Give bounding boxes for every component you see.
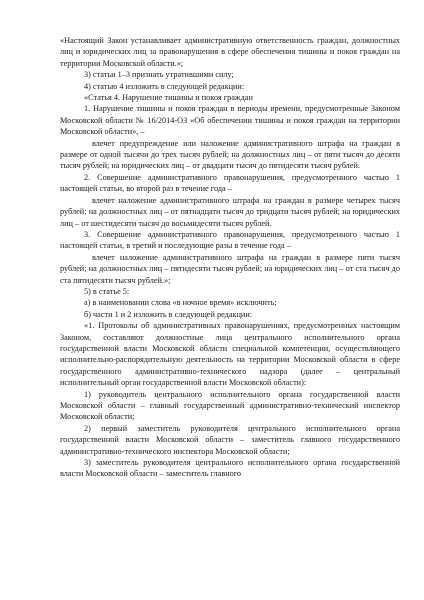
article-4-part-3-penalty: влечет наложение административного штрафа на граждан в размере пяти тысяч рублей; на должностных лиц – пятидесяти тысяч рублей; на юридических лиц – от ста тысяч до ста пятидесяти тысяч рублей.»; (60, 252, 400, 285)
article-4-part-2-penalty: влечет наложение административного штрафа на граждан в размере четырех тысяч рублей; на должностных лиц – от пятнадцати тысяч до тридцати тысяч рублей; на юридических лиц – от шестидесяти тысяч до восьмидесяти тысяч рублей. (60, 195, 400, 228)
article-4-part-3: 3. Совершение административного правонарушения, предусмотренного частью 1 настоящей статьи, в третий и последующие разы в течение года – (60, 229, 400, 251)
article-5-list-item-3: 3) заместитель руководителя центрального исполнительного органа государственной власти Московской области – заместитель главного (60, 458, 400, 479)
paragraph-law-purpose: «Настоящий Закон устанавливает административную ответственность граждан, должностных лиц и юридических лиц за правонарушения в сфере обеспечения тишины и покоя граждан на территории Московской области.»; (60, 36, 400, 68)
article-4-heading: «Статья 4. Нарушение тишины и покоя граждан (84, 93, 253, 103)
paragraph-item-3: 3) статьи 1–3 признать утратившими силу; (84, 70, 234, 80)
article-4-part-1-penalty: влечет предупреждение или наложение административного штрафа на граждан в размере от одной тысячи до трех тысяч рублей; на должностных лиц – от пяти тысяч до десяти тысяч рублей; на юридических лиц – от двадцати тысяч до пятидесяти тысяч рублей. (60, 138, 400, 171)
document-page (60, 0, 400, 600)
article-4-part-2: 2. Совершение административного правонарушения, предусмотренного частью 1 настоящей статьи, во второй раз в течение года – (60, 172, 400, 194)
article-5-list-item-2: 2) первый заместитель руководителя центрального исполнительного органа государственной власти Московской области – заместитель главного государственного административно-технического инспектора Московской области; (60, 423, 400, 456)
paragraph-item-5a: а) в наименовании слова «в ночное время» исключить; (84, 298, 277, 308)
paragraph-item-4: 4) статью 4 изложить в следующей редакции: (84, 81, 245, 91)
article-4-part-1: 1. Нарушение тишины и покоя граждан в периоды времени, предусмотренные Законом Московской области № 16/2014-ОЗ «Об обеспечении тишины и покоя граждан на территории Московской области», – (60, 104, 400, 137)
paragraph-item-5: 5) в статье 5: (84, 286, 130, 296)
paragraph-item-5b: б) части 1 и 2 изложить в следующей редакции: (84, 309, 253, 319)
article-5-part-1: «1. Протоколы об административных правонарушениях, предусмотренных настоящим Законом, составляют должностные лица центрального исполнительного органа государственной власти Московской области специальной компетенции, осуществляющего исполнительно-распорядительную деятельность на территории Московской области в сфере государственного административно-технического надзора (далее – центральный исполнительный орган государственной власти Московской области): (60, 321, 400, 388)
article-5-list-item-1: 1) руководитель центрального исполнительного органа государственной власти Московской области – главный государственный административно-технический инспектор Московской области; (60, 389, 400, 422)
